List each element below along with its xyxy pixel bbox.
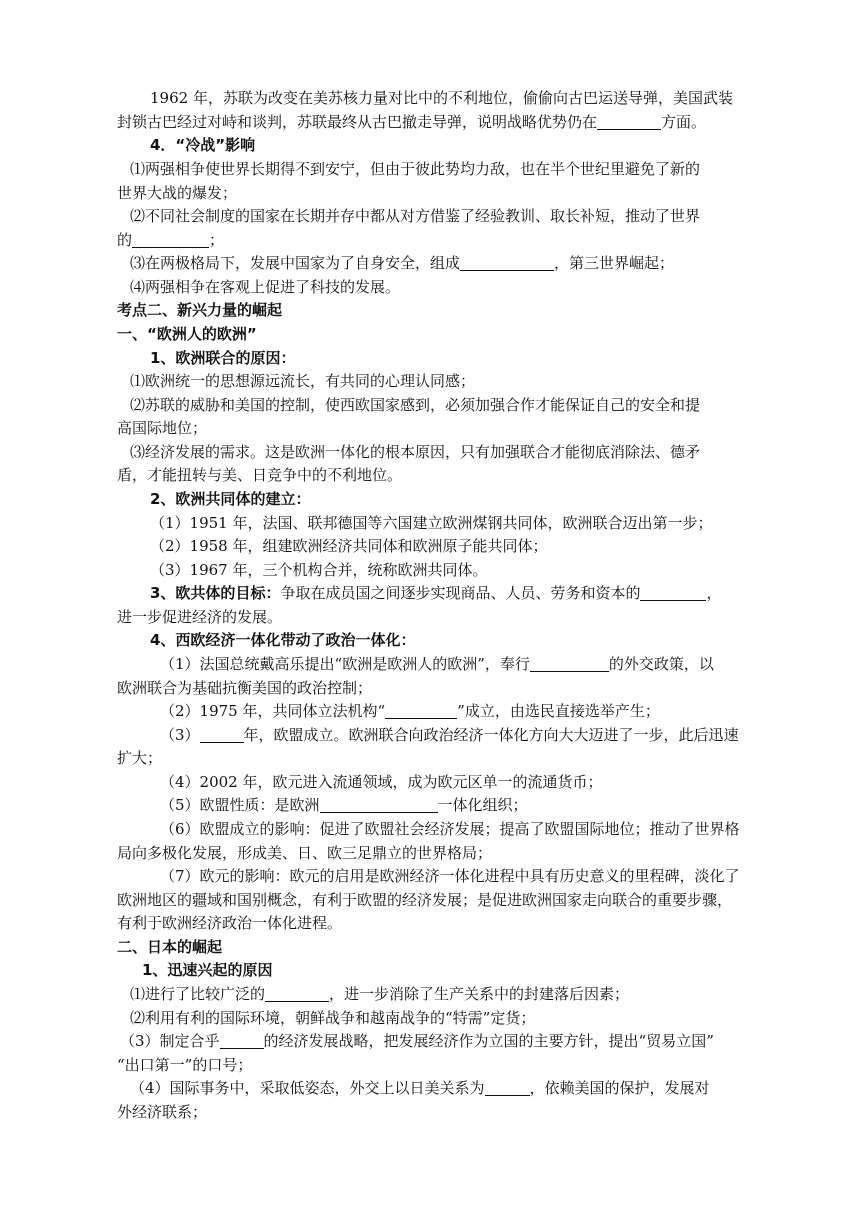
text-segment: 二、日本的崛起 [117, 938, 223, 956]
text-segment: 的外交政策，以 [608, 655, 714, 673]
fill-in-blank[interactable] [460, 254, 554, 271]
text-line [117, 677, 372, 700]
text-line [130, 276, 400, 299]
text-segment: ”成立，由选民直接选举产生； [457, 702, 660, 720]
fill-in-blank[interactable] [530, 655, 609, 672]
text-segment: ⑵苏联的威胁和美国的控制，使西欧国家感到，必须加强合作才能保证自己的安全和提 [130, 396, 701, 414]
text-line [120, 1030, 714, 1053]
text-segment: （5）欧盟性质：是欧洲 [160, 796, 320, 814]
text-segment: ，依赖美国的保护，发展对 [529, 1079, 710, 1097]
section-heading [150, 488, 310, 511]
text-segment: 封锁古巴经过对峙和谈判，苏联最终从古巴撤走导弹，说明战略优势仍在 [117, 113, 598, 131]
text-segment: ⑶在两极格局下，发展中国家为了自身安全，组成 [130, 254, 461, 272]
text-segment: ； [209, 231, 225, 249]
text-line [117, 417, 207, 440]
text-segment: 局向多极化发展，形成美、日、欧三足鼎立的世界格局； [117, 844, 493, 862]
text-line [117, 889, 732, 912]
text-line [130, 983, 629, 1006]
section-heading [150, 347, 295, 370]
fill-in-blank[interactable] [320, 796, 438, 813]
text-line [150, 582, 721, 605]
text-line [130, 370, 475, 393]
text-line [160, 653, 714, 676]
text-line [117, 464, 402, 487]
text-segment: 1、迅速兴起的原因 [142, 961, 273, 979]
text-line [150, 512, 713, 535]
text-segment: 有利于欧洲经济政治一体化进程。 [117, 914, 343, 932]
text-segment: 一、“欧洲人的欧洲” [117, 325, 257, 343]
text-line [150, 535, 548, 558]
text-segment: ，第三世界崛起； [554, 254, 675, 272]
text-segment: 争取在成员国之间逐步实现商品、人员、劳务和资本的 [280, 584, 641, 602]
text-line [130, 441, 700, 464]
text-segment: （1）法国总统戴高乐提出“欧洲是欧洲人的欧洲”，奉行 [160, 655, 530, 673]
text-segment: 外经济联系； [117, 1103, 208, 1121]
text-segment: 高国际地位； [117, 419, 208, 437]
text-line [160, 700, 660, 723]
text-segment: 方面。 [661, 113, 707, 131]
text-segment: ， [706, 584, 722, 602]
text-segment: 1962 年，苏联为改变在美苏核力量对比中的不利地位，偷偷向古巴运送导弹，美国武装 [150, 89, 733, 107]
fill-in-blank[interactable] [265, 985, 329, 1002]
text-line [130, 1077, 710, 1100]
text-segment: ⑷两强相争在客观上促进了科技的发展。 [130, 278, 401, 296]
fill-in-blank[interactable] [220, 1032, 264, 1049]
text-segment: （4）国际事务中，采取低姿态，外交上以日美关系为 [130, 1079, 485, 1097]
text-segment: （3） [160, 726, 200, 744]
text-segment: ⑴欧洲统一的思想源远流长，有共同的心理认同感； [130, 372, 476, 390]
text-segment: （3）制定合乎 [120, 1032, 220, 1050]
text-segment: 欧洲联合为基础抗衡美国的政治控制； [117, 679, 373, 697]
section-heading [117, 299, 282, 322]
text-line [117, 912, 342, 935]
text-segment: ⑵不同社会制度的国家在长期并存中都从对方借鉴了经验教训、取长补短，推动了世界 [130, 207, 701, 225]
text-segment: （3）1967 年，三个机构合并，统称欧洲共同体。 [150, 561, 488, 579]
text-segment: （1）1951 年，法国、联邦德国等六国建立欧洲煤钢共同体，欧洲联合迈出第一步； [150, 514, 713, 532]
text-segment: （2）1958 年，组建欧洲经济共同体和欧洲原子能共同体； [150, 537, 548, 555]
text-line [117, 1101, 207, 1124]
text-segment: （6）欧盟成立的影响：促进了欧盟社会经济发展；提高了欧盟国际地位；推动了世界格 [160, 820, 740, 838]
fill-in-blank[interactable] [200, 726, 244, 743]
text-line [130, 252, 674, 275]
text-line [130, 1007, 535, 1030]
text-segment: 4．“冷战”影响 [150, 136, 256, 154]
section-heading [142, 959, 272, 982]
text-segment: ⑵利用有利的国际环境，朝鲜战争和越南战争的“特需”定货； [130, 1009, 536, 1027]
text-line [150, 559, 488, 582]
text-line [117, 111, 706, 134]
text-segment: ，进一步消除了生产关系中的封建落后因素； [329, 985, 630, 1003]
text-segment: 的经济发展战略，把发展经济作为立国的主要方针，提出“贸易立国” [263, 1032, 714, 1050]
text-segment: 一体化组织； [437, 796, 528, 814]
fill-in-blank[interactable] [385, 702, 457, 719]
text-line [160, 818, 740, 841]
section-heading [117, 936, 222, 959]
text-line [150, 87, 733, 110]
text-segment: ⑴两强相争使世界长期得不到安宁，但由于彼此势均力敌，也在半个世纪里避免了新的 [130, 160, 701, 178]
text-segment: 扩大； [117, 749, 163, 767]
text-segment: ⑶经济发展的需求。这是欧洲一体化的根本原因，只有加强联合才能彻底消除法、德矛 [130, 443, 701, 461]
text-segment: ⑴进行了比较广泛的 [130, 985, 266, 1003]
text-line [130, 394, 700, 417]
text-segment: （7）欧元的影响：欧元的启用是欧洲经济一体化进程中具有历史意义的里程碑，淡化了 [160, 867, 740, 885]
fill-in-blank[interactable] [485, 1079, 530, 1096]
text-segment: （2）1975 年，共同体立法机构“ [160, 702, 386, 720]
fill-in-blank[interactable] [132, 231, 209, 248]
text-line [117, 182, 237, 205]
text-line [160, 771, 603, 794]
text-segment: 2、欧洲共同体的建立： [150, 490, 311, 508]
text-line [130, 205, 700, 228]
text-segment: （4）2002 年，欧元进入流通领域，成为欧元区单一的流通货币； [160, 773, 603, 791]
text-line [117, 747, 162, 770]
inline-heading: 3、欧共体的目标： [150, 584, 281, 602]
text-segment: 4、西欧经济一体化带动了政治一体化： [150, 631, 416, 649]
text-segment: 世界大战的爆发； [117, 184, 238, 202]
text-segment: 盾，才能扭转与美、日竞争中的不利地位。 [117, 466, 403, 484]
section-heading [150, 629, 415, 652]
text-line [130, 158, 700, 181]
text-line [117, 842, 492, 865]
text-segment: 年，欧盟成立。欧洲联合向政治经济一体化方向大大迈进了一步，此后迅速 [243, 726, 739, 744]
text-line [160, 794, 528, 817]
section-heading [117, 323, 257, 346]
text-line [117, 606, 282, 629]
text-segment: 考点二、新兴力量的崛起 [117, 301, 283, 319]
text-segment: 欧洲地区的疆域和国别概念，有利于欧盟的经济发展；是促进欧洲国家走向联合的重要步骤， [117, 891, 733, 909]
text-segment: 进一步促进经济的发展。 [117, 608, 283, 626]
section-heading [150, 134, 255, 157]
text-segment: 1、欧洲联合的原因： [150, 349, 296, 367]
fill-in-blank[interactable] [597, 113, 661, 130]
text-line [160, 865, 740, 888]
text-line [117, 229, 224, 252]
text-segment: “出口第一”的口号； [117, 1056, 253, 1074]
text-line [117, 1054, 252, 1077]
text-segment: 的 [117, 231, 133, 249]
fill-in-blank[interactable] [640, 584, 706, 601]
text-line [160, 724, 739, 747]
